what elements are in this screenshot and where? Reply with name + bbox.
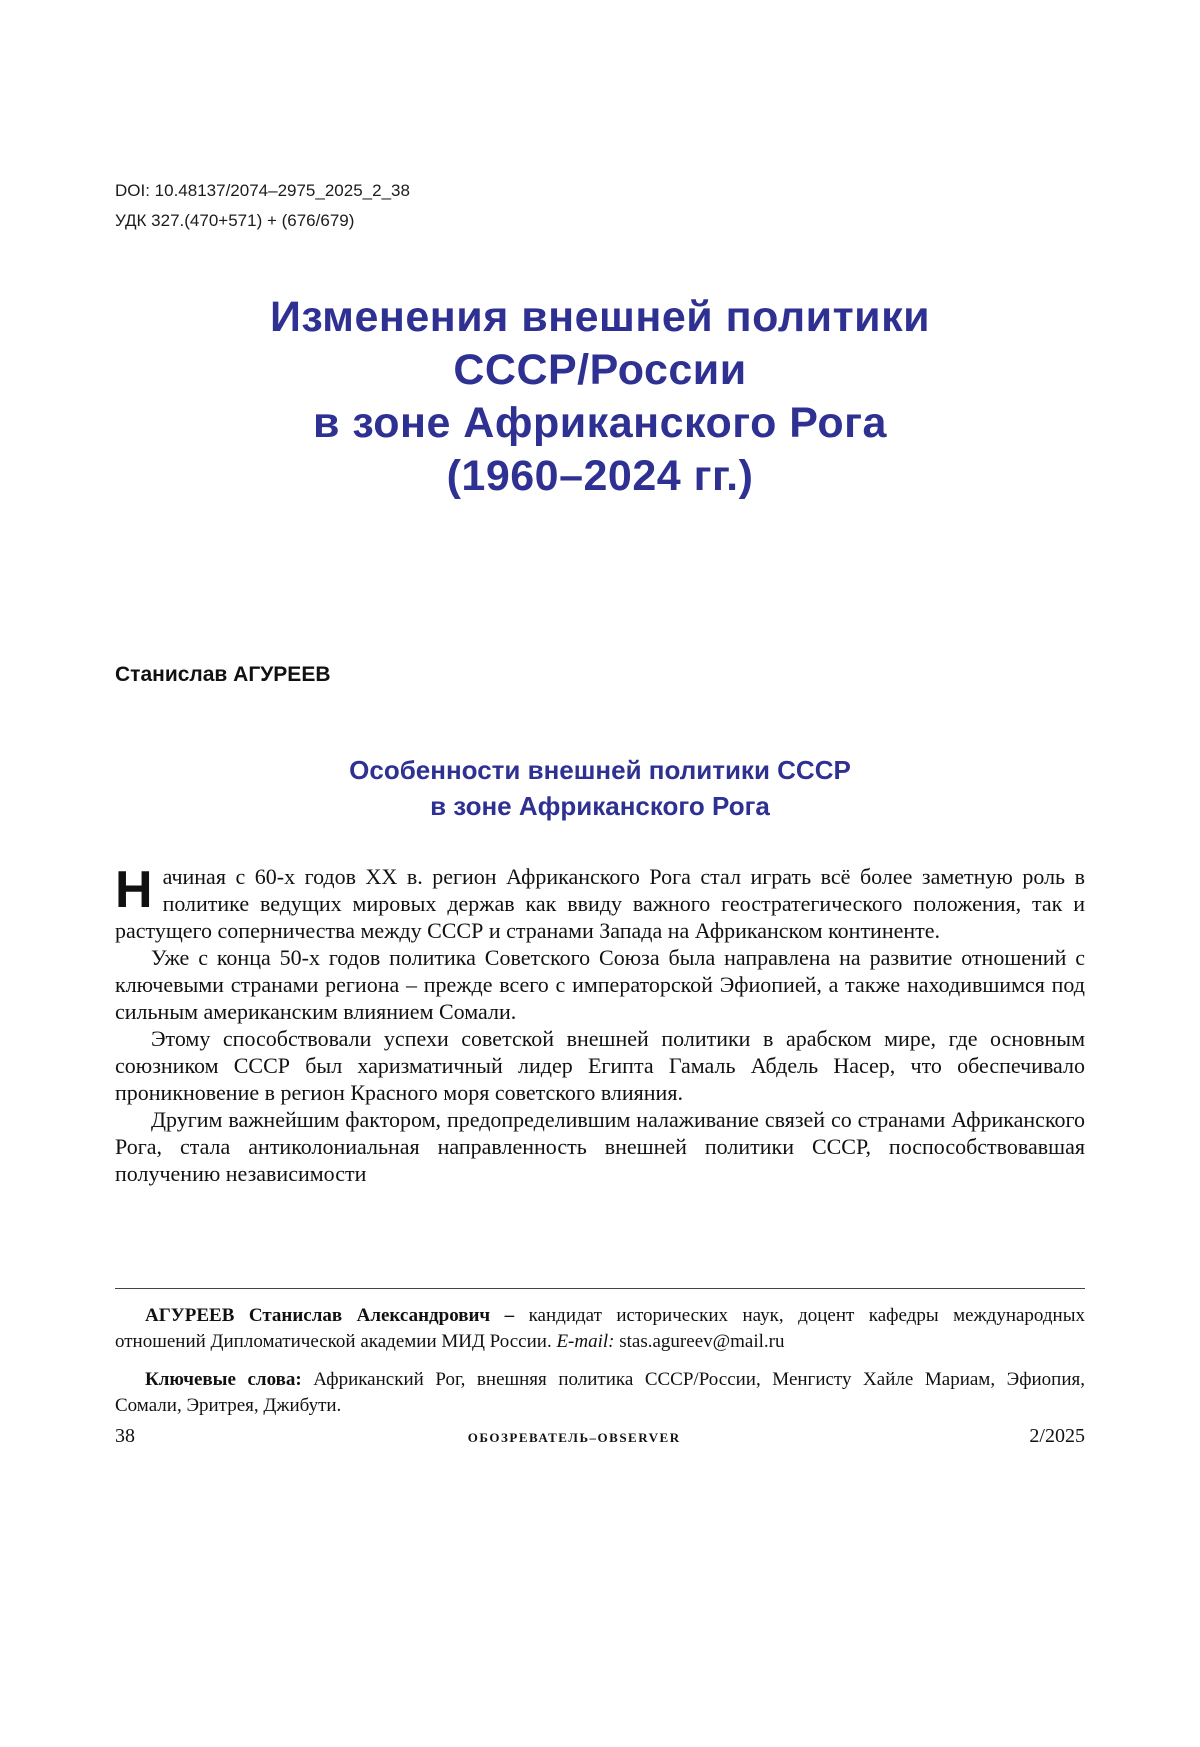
dropcap-letter: Н xyxy=(115,861,153,919)
article-title xyxy=(115,291,1085,503)
article-title-line4: (1960–2024 гг.) xyxy=(446,451,754,500)
page-footer xyxy=(115,1425,1085,1448)
article-title-line3: в зоне Африканского Рога xyxy=(313,398,887,447)
footnote-author-affiliation: кандидат исторических наук, доцент кафедры международных отношений Дипломатической академии МИД России. xyxy=(115,1305,1085,1352)
footnote-keywords-label: Ключевые слова: xyxy=(145,1369,314,1390)
section-heading xyxy=(115,752,1085,824)
article-meta xyxy=(115,176,410,236)
footnote-author xyxy=(115,1303,1085,1355)
article-body xyxy=(115,863,1085,1187)
body-paragraph-2: Уже с конца 50-х годов политика Советского Союза была направлена на развитие отношений с ключевыми странами региона – прежде всего с императорской Эфиопией, а также находившимся под сильным американским влиянием Сомали. xyxy=(115,945,1085,1024)
footnote-author-name: АГУРЕЕВ Станислав Александрович – xyxy=(145,1305,529,1326)
body-paragraph-1 xyxy=(115,863,1085,944)
udk-line: УДК 327.(470+571) + (676/679) xyxy=(115,211,355,230)
footnote-block xyxy=(115,1288,1085,1431)
doi-line: DOI: 10.48137/2074–2975_2025_2_38 xyxy=(115,181,410,200)
journal-name: ОБОЗРЕВАТЕЛЬ–OBSERVER xyxy=(467,1430,681,1445)
author-name: Станислав АГУРЕЕВ xyxy=(115,663,331,686)
body-paragraph-4: Другим важнейшим фактором, предопределившим налаживание связей со странами Африканского Рога, стала антиколониальная направленность внешней политики СССР, поспособствовавшая получению независимости xyxy=(115,1107,1085,1186)
section-heading-line2: в зоне Африканского Рога xyxy=(430,790,770,821)
issue-number: 2/2025 xyxy=(1029,1425,1085,1447)
section-heading-line1: Особенности внешней политики СССР xyxy=(349,754,851,785)
article-title-line2: СССР/России xyxy=(453,345,747,394)
body-paragraph-3: Этому способствовали успехи советской внешней политики в арабском мире, где основным союзником СССР был харизматичный лидер Египта Гамаль Абдель Насер, что обеспечивало проникновение в регион Красного моря советского влияния. xyxy=(115,1026,1085,1105)
footnote-email-address: stas.agureev@mail.ru xyxy=(619,1331,785,1352)
body-paragraph-1-text: ачиная с 60-х годов XX в. регион Африканского Рога стал играть всё более заметную роль в политике ведущих мировых держав как ввиду важного геостратегического положения, так и растущего соперничества между СССР и странами Запада на Африканском континенте. xyxy=(115,864,1085,943)
footnote-email-label: E-mail: xyxy=(556,1331,620,1352)
footnote-keywords-list: Африканский Рог, внешняя политика СССР/России, Менгисту Хайле Мариам, Эфиопия, Сомали, Эритрея, Джибути. xyxy=(115,1369,1085,1416)
page-number: 38 xyxy=(115,1425,135,1447)
footnote-keywords xyxy=(115,1367,1085,1419)
article-title-line1: Изменения внешней политики xyxy=(269,292,931,341)
